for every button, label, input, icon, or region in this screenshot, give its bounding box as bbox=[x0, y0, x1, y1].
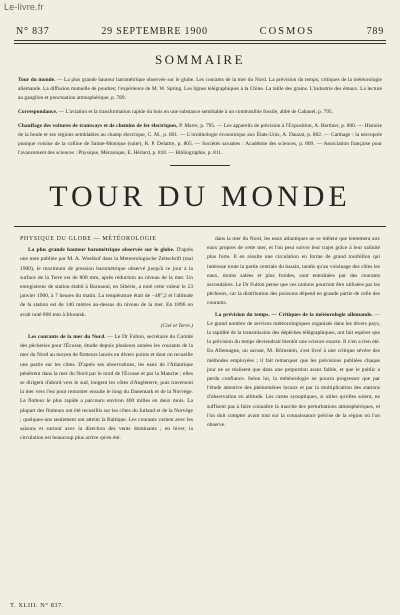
sommaire-entry: Correspondance. — L'aviation et la transformation rapide du bois en une substance semblable à un combustible fossile, abbé de Cabanel, p. 795. bbox=[18, 109, 333, 115]
issue-number: N° 837 bbox=[16, 26, 50, 37]
header-rule-thin bbox=[14, 43, 386, 44]
sommaire-title: SOMMAIRE bbox=[154, 52, 246, 67]
footer: T. XLIII. N° 837. bbox=[10, 602, 64, 609]
paragraph: La plus grande hauteur barométrique observée sur le globe. D'après une note publiée par M. A. Woeikof dans la Meteorologische Zeitschrift (mai 1900), le maximum de pression barométrique observé jusqu'à ce jour à la surface de la Terre est de 808 mm, après réduction au niveau de la mer. Un enregistreur de station établi à Barnaoul, en Sibérie, a noté cette valeur le 23 janvier 1900, à 7 heures du matin. La température était de −48°,2 et l'altitude de la station est de 140 mètres au-dessus du niveau de la mer. En 1896 on avait noté 800 mm à Irkoutsk. bbox=[20, 247, 194, 318]
paragraph: Les courants de la mer du Nord. — Le Dr Fulton, secrétaire du Comité des pêcheries pour l'Écosse, étudie depuis plusieurs années les courants de la mer du Nord au moyen de flotteurs lancés en divers points et dont on recueille une partie sur les côtes. D'après ses observations, les eaux de l'Atlantique pénètrent dans la mer du Nord par le nord de l'Écosse et par la Manche ; elles se dirigent d'abord vers le sud, longent les côtes d'Angleterre, puis traversent la mer vers l'est pour remonter ensuite le long du Danemark et de la Norvège. Le flotteur le plus rapide a parcouru environ 400 milles en deux mois. La plupart des flotteurs ont été recueillis sur les côtes du Jutland et de la Norvège ; quelques-uns seulement ont atteint la Baltique. Les courants varient avec les saisons et surtout avec la direction des vents dominants ; en hiver, la circulation est beaucoup plus active qu'en été. bbox=[20, 334, 193, 442]
section-title: TOUR DU MONDE bbox=[49, 180, 351, 213]
paragraph: dans la mer du Nord, les eaux atlantiques ne se mêlent que lentement aux eaux propres de cette mer, et l'on peut suivre leur trajet grâce à leur salinité plus forte. Il en résulte une circulation en forme de grand tourbillon qui intéresse toute la partie centrale du bassin, tandis qu'au voisinage des côtes les eaux, moins salées et plus froides, sont entraînées par des courants secondaires. Le Dr Fulton pense que ces notions pourront être utilisées par les pêcheurs, car la distribution des poissons dépend en grande partie de celle des courants. bbox=[207, 236, 380, 307]
subhead: PHYSIQUE DU GLOBE — MÉTÉOROLOGIE bbox=[20, 236, 157, 242]
page-number: 789 bbox=[366, 26, 384, 37]
citation: (Ciel et Terre.) bbox=[160, 322, 193, 329]
running-head bbox=[10, 26, 390, 37]
sommaire-entry: Chauffage des voitures de tramways et de chemins de fer électriques, P. Marre, p. 795. — Les appareils de précision à l'Exposition, A. Berthier, p. 800. — Histoire de la boule et ses régions semblables au champ électrique, C. M., p. 801. — L'ornithologie économique aux États-Unis, A. Dauzat, p. 802. — Carthage : la nécropole punique voisine de la colline de Sainte-Monique (suite), R. P. Delattre, p. 805. — Sociétés savantes : Académie des sciences, p. 809. — Association française pour l'avancement des sciences : Physique, Mécanique, E. Hériard, p. 810. — Bibliographie, p. 811. bbox=[18, 123, 382, 156]
divider bbox=[170, 165, 230, 166]
column-right bbox=[207, 235, 380, 445]
site-label: Le-livre.fr bbox=[4, 2, 44, 12]
header-rule bbox=[14, 40, 386, 41]
sommaire-body bbox=[10, 76, 390, 158]
issue-date: 29 SEPTEMBRE 1900 bbox=[101, 26, 208, 37]
article-columns bbox=[14, 226, 386, 445]
sommaire-entry: Tour du monde. — La plus grande hauteur barométrique observée sur le globe. Les courants de la mer du Nord. La prévision du temps; critiques de la météorologie allemande. La diffusion mutuelle de poudres; l'expérience de M. W. Spring. Les lignes télégraphiques à la Chine. La taille des grains. L'industrie des émaux. La lecture au ganglion et ponctuation atmosphérique, p. 789. bbox=[18, 77, 382, 101]
paragraph: La prévision du temps. — Critiques de la météorologie allemande. — Le grand nombre de services météorologiques organisés dans les divers pays, la rapidité de la transmission des dépêches télégraphiques, ont fait espérer que la prévision du temps deviendrait bientôt une science exacte. Il n'en a rien été. En Allemagne, un savant, M. Börnstein, s'est livré à une critique sévère des méthodes employées ; il fait remarquer que les prévisions publiées chaque jour ne se réalisent que dans une proportion assez faible, et que le public a perdu confiance. Selon lui, la météorologie ne pourra progresser que par l'étude attentive des phénomènes locaux et par la multiplication des stations d'observation en altitude. Les cartes synoptiques, si utiles qu'elles soient, ne suffisent pas à faire connaître la marche des perturbations atmosphériques, et l'on doit compter avant tout sur la connaissance précise de la région où l'on observe. bbox=[207, 311, 381, 429]
journal-name: COSMOS bbox=[259, 26, 315, 37]
column-left bbox=[20, 235, 193, 445]
